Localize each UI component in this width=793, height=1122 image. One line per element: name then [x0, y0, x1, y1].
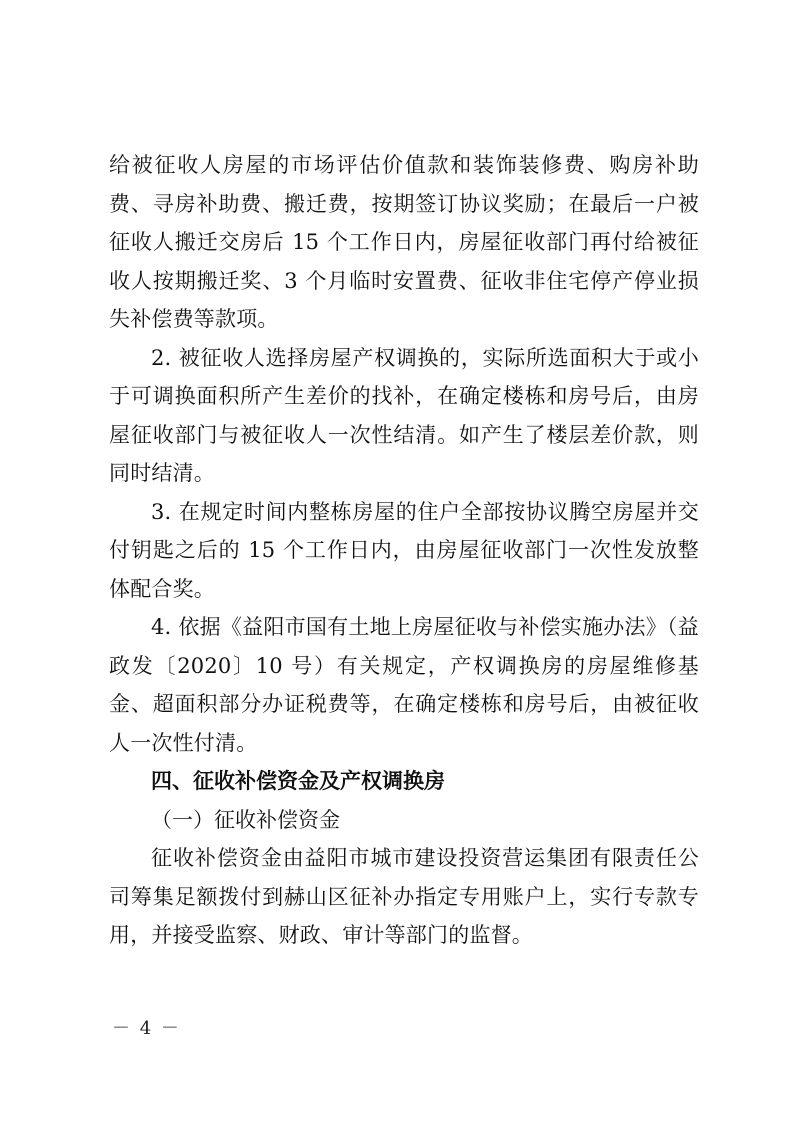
- paragraph-item-4: 4. 依据《益阳市国有土地上房屋征收与补偿实施办法》（益政发〔2020〕10 号）有关规定，产权调换房的房屋维修基金、超面积部分办证税费等，在确定楼栋和房号后，由被征收人一次性付清。: [109, 615, 699, 755]
- paragraph-item-3: 3. 在规定时间内整栋房屋的住户全部按协议腾空房屋并交付钥匙之后的 15 个工作日内，由房屋征收部门一次性发放整体配合奖。: [109, 499, 699, 601]
- subsection-heading: （一）征收补偿资金: [151, 807, 340, 832]
- document-body: [109, 146, 699, 955]
- paragraph-funds: 征收补偿资金由益阳市城市建设投资营运集团有限责任公司筹集足额拨付到赫山区征补办指定专用账户上，实行专款专用，并接受监察、财政、审计等部门的监督。: [109, 846, 699, 947]
- paragraph-compensation-payment: 给被征收人房屋的市场评估价值款和装饰装修费、购房补助费、寻房补助费、搬迁费，按期签订协议奖励；在最后一户被征收人搬迁交房后 15 个工作日内，房屋征收部门再付给被征收人按期搬迁奖、3 个月临时安置费、征收非住宅停产停业损失补偿费等款项。: [109, 153, 699, 331]
- page-number: － 4 －: [112, 1018, 181, 1039]
- paragraph-item-2: 2. 被征收人选择房屋产权调换的，实际所选面积大于或小于可调换面积所产生差价的找补，在确定楼栋和房号后，由房屋征收部门与被征收人一次性结清。如产生了楼层差价款，则同时结清。: [109, 345, 699, 485]
- section-heading: 四、征收补偿资金及产权调换房: [151, 769, 445, 793]
